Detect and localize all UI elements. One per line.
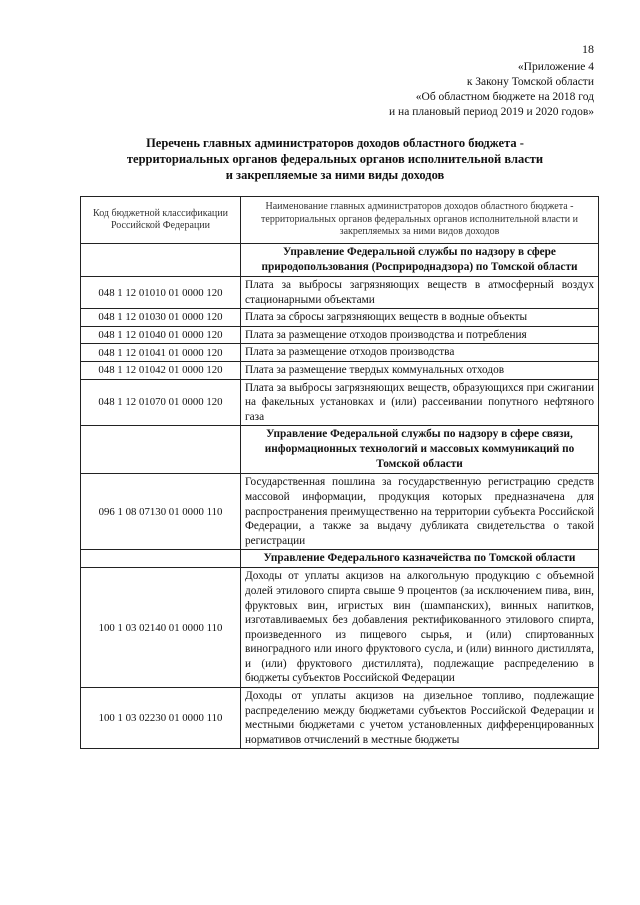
- table-row: [81, 326, 599, 344]
- revenue-administrators-table: [80, 196, 599, 749]
- code-cell: 100 1 03 02230 01 0000 110: [81, 688, 241, 749]
- table-row: [81, 688, 599, 749]
- header-name: Наименование главных администраторов доходов областного бюджета - территориальных органов федеральных органов исполнительной власти и закрепляемых за ними видов доходов: [241, 197, 599, 244]
- code-cell: 048 1 12 01042 01 0000 120: [81, 361, 241, 379]
- description-cell: Плата за сбросы загрязняющих веществ в водные объекты: [241, 309, 599, 327]
- description-cell: Плата за размещение отходов производства: [241, 344, 599, 362]
- description-cell: Доходы от уплаты акцизов на дизельное топливо, подлежащие распределению между бюджетами субъектов Российской Федерации и местными бюджетами с учетом установленных дифференцированных нормативов отчислений в местные бюджеты: [241, 688, 599, 749]
- table-row: [81, 344, 599, 362]
- description-cell: Плата за выбросы загрязняющих веществ, образующихся при сжигании на факельных установках и (или) рассеивании попутного нефтяного газа: [241, 379, 599, 426]
- section-row: [81, 426, 599, 474]
- appendix-line: к Закону Томской области: [466, 76, 594, 88]
- description-cell: Плата за размещение твердых коммунальных отходов: [241, 361, 599, 379]
- description-cell: Государственная пошлина за государственную регистрацию средств массовой информации, продукция которых предназначена для распространения преимущественно на территории субъекта Российской Федерации, а также за выдачу дубликата свидетельства о такой регистрации: [241, 474, 599, 550]
- description-cell: Плата за выбросы загрязняющих веществ в атмосферный воздух стационарными объектами: [241, 277, 599, 309]
- description-cell: Доходы от уплаты акцизов на алкогольную продукцию с объемной долей этилового спирта свыше 9 процентов (за исключением пива, вин, фруктовых вин, игристых вин (шампанских), винных напитков, изготавливаемых без добавления ректификованного этилового спирта, произведенного из пищевого сырья, и (или) спиртованных виноградного или иного фруктового сусла, и (или) винного дистиллята, и (или) фруктового дистиллята), подлежащие распределению в бюджеты субъектов Российской Федерации: [241, 568, 599, 688]
- section-title: Управление Федеральной службы по надзору в сфере природопользования (Росприроднадзора) по Томской области: [241, 244, 599, 277]
- code-cell: 048 1 12 01010 01 0000 120: [81, 277, 241, 309]
- header-code: Код бюджетной классификации Российской Федерации: [81, 197, 241, 244]
- section-row: [81, 244, 599, 277]
- section-code-cell: [81, 550, 241, 568]
- page-number: 18: [582, 42, 594, 56]
- description-cell: Плата за размещение отходов производства и потребления: [241, 326, 599, 344]
- section-code-cell: [81, 426, 241, 474]
- code-cell: 096 1 08 07130 01 0000 110: [81, 474, 241, 550]
- code-cell: 100 1 03 02140 01 0000 110: [81, 568, 241, 688]
- code-cell: 048 1 12 01030 01 0000 120: [81, 309, 241, 327]
- section-title: Управление Федеральной службы по надзору в сфере связи, информационных технологий и массовых коммуникаций по Томской области: [241, 426, 599, 474]
- code-cell: 048 1 12 01041 01 0000 120: [81, 344, 241, 362]
- table-row: [81, 361, 599, 379]
- title-line: Перечень главных администраторов доходов областного бюджета -: [146, 136, 524, 150]
- code-cell: 048 1 12 01070 01 0000 120: [81, 379, 241, 426]
- section-code-cell: [81, 244, 241, 277]
- section-title: Управление Федерального казначейства по Томской области: [241, 550, 599, 568]
- table-row: [81, 277, 599, 309]
- table-row: [81, 379, 599, 426]
- title-line: территориальных органов федеральных органов исполнительной власти: [126, 152, 544, 166]
- code-cell: 048 1 12 01040 01 0000 120: [81, 326, 241, 344]
- document-title: [70, 135, 600, 183]
- table-row: [81, 309, 599, 327]
- table-row: [81, 568, 599, 688]
- table-header-row: [81, 197, 599, 244]
- appendix-line: «Приложение 4: [517, 61, 594, 73]
- appendix-line: и на плановый период 2019 и 2020 годов»: [389, 106, 594, 118]
- appendix-reference: [389, 60, 594, 120]
- appendix-line: «Об областном бюджете на 2018 год: [415, 91, 594, 103]
- table-row: [81, 474, 599, 550]
- section-row: [81, 550, 599, 568]
- title-line: и закрепляемые за ними виды доходов: [225, 168, 445, 182]
